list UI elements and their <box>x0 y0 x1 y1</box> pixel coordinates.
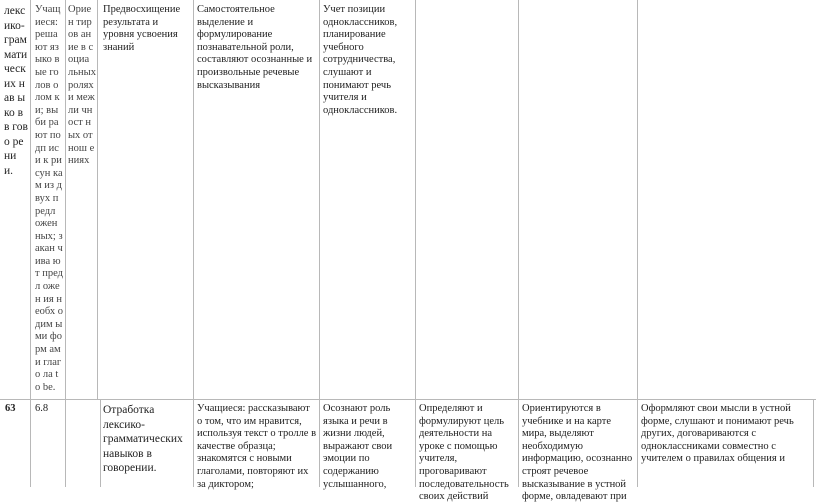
row-divider <box>0 399 816 400</box>
column-divider <box>319 0 320 487</box>
column-divider <box>65 0 66 487</box>
column-divider <box>637 0 638 487</box>
topic-cell-continued: лекс ико-грам мати ческ их нав ыко в в гово рени и. <box>4 5 28 177</box>
lesson-topic: Отработка лексико-грамматических навыков в говорении. <box>103 404 183 474</box>
column-divider <box>193 0 194 487</box>
regulative-actions-cell-continued: Предвосхищение результата и уровня усвоения знаний <box>103 4 181 53</box>
column-divider <box>100 399 101 487</box>
column-divider <box>813 399 814 487</box>
lesson-date: 6.8 <box>35 403 49 414</box>
cognitive-actions-cell-continued: Самостоятельное выделение и формулирование познавательной роли, составляют осознанные и произвольные речевые высказывания <box>197 4 313 91</box>
student-activities: Учащиеся: рассказывают о том, что им нравится, используя текст о тролле в качестве образца; знакомятся с новыми глаголами, повторяют их за диктором; <box>197 403 317 490</box>
student-activity-cell-continued: Учащ иеся: реша ют языко вые голов олом ки; выби рают подп иси к рисун кам из двух предл ожен ных; закан чива ют предл ожен ия необх одим ыми форм ами глаго ла to be. <box>35 4 63 393</box>
column-divider <box>30 0 31 487</box>
lesson-number: 63 <box>5 403 16 414</box>
personal-results: Осознают роль языка и речи в жизни людей, выражают свои эмоции по содержанию услышанного, <box>323 403 393 490</box>
column-divider <box>97 0 98 399</box>
regulative-actions: Определяют и формулируют цель деятельности на уроке с помощью учителя, проговаривают последовательность своих действий <box>419 403 509 503</box>
column-divider <box>415 0 416 487</box>
communicative-actions-cell-continued: Учет позиции одноклассников, планирование учебного сотрудничества, слушают и понимают речь учителя и одноклассников. <box>323 4 398 116</box>
communicative-actions: Оформляют свои мысли в устной форме, слушают и понимают речь других, договариваются с одноклассниками совместно с учителем о правилах общения и <box>641 403 794 465</box>
column-divider <box>518 0 519 487</box>
cognitive-actions: Ориентируются в учебнике и на карте мира, выделяют необходимую информацию, осознанно строят речевое высказывание в устной форме, овладевают при <box>522 403 633 503</box>
personal-results-cell-continued: Ориен тиров ание в социа льных ролях и межли чност ных отнош ениях <box>68 4 96 167</box>
